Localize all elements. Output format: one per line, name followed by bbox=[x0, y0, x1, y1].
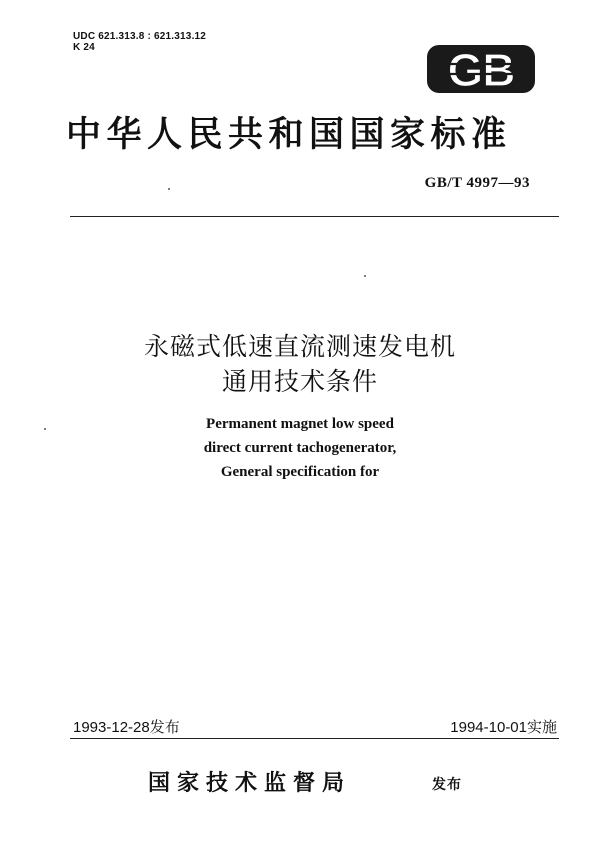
scan-speck bbox=[168, 188, 170, 190]
issuer-suffix: 发布 bbox=[432, 777, 462, 793]
title-en-line2: direct current tachogenerator, bbox=[203, 440, 397, 456]
national-standard-title: 中华人民共和国国家标准 bbox=[66, 114, 512, 155]
issue-date: 1993-12-28发布 bbox=[73, 719, 180, 736]
classification-line: K 24 bbox=[73, 42, 95, 53]
udc-line: UDC 621.313.8 : 621.313.12 bbox=[73, 31, 207, 42]
gb-logo bbox=[426, 44, 536, 94]
title-en-line1: Permanent magnet low speed bbox=[206, 416, 394, 432]
header-divider bbox=[70, 216, 559, 217]
title-cn-line2: 通用技术条件 bbox=[221, 367, 378, 396]
scan-speck bbox=[44, 428, 46, 430]
udc-block bbox=[73, 31, 206, 53]
implementation-date: 1994-10-01实施 bbox=[450, 719, 557, 736]
scan-speck bbox=[364, 275, 366, 277]
gb-logo-text: GB bbox=[447, 44, 515, 94]
title-en-line3: General specification for bbox=[220, 464, 380, 480]
footer-divider bbox=[70, 738, 559, 739]
standard-code: GB/T 4997—93 bbox=[424, 175, 530, 191]
issuing-authority: 国家技术监督局 bbox=[148, 770, 352, 796]
title-cn-line1: 永磁式低速直流测速发电机 bbox=[143, 332, 456, 361]
